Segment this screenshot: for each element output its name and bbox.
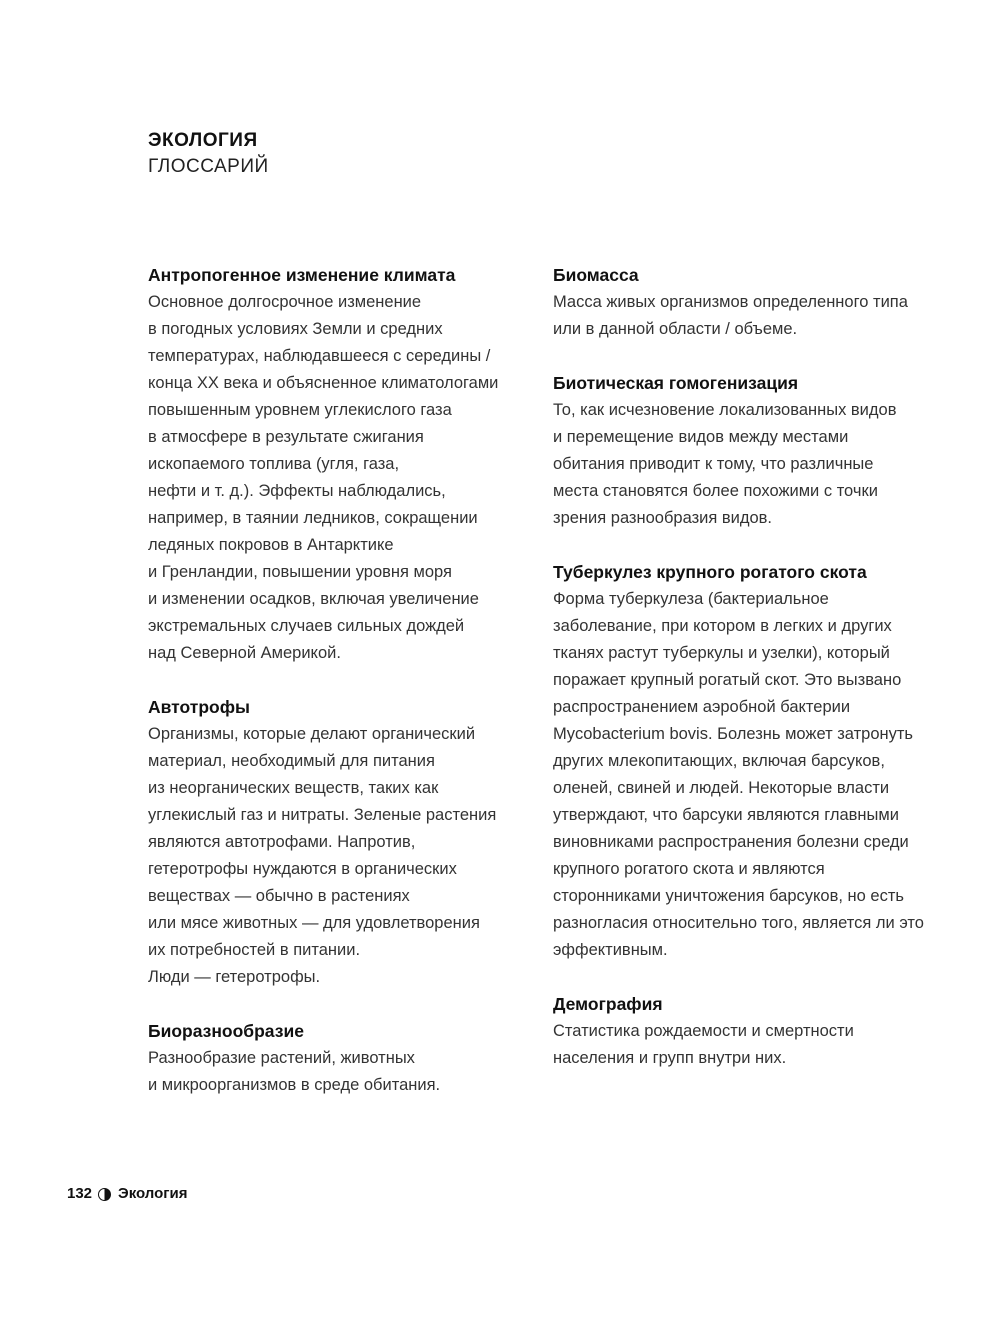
glossary-definition: [553, 397, 948, 532]
definition-line: Форма туберкулеза (бактериальное: [553, 590, 829, 608]
definition-line: повышенным уровнем углекислого газа: [148, 401, 452, 419]
glossary-entry: [553, 370, 948, 532]
definition-line: из неорганических веществ, таких как: [148, 779, 439, 797]
glossary-term: Автотрофы: [148, 697, 250, 717]
definition-line: тканях растут туберкулы и узелки), который: [553, 644, 890, 662]
glossary-term: Туберкулез крупного рогатого скота: [553, 562, 867, 582]
definition-line: в атмосфере в результате сжигания: [148, 428, 424, 446]
definition-line: ископаемого топлива (угля, газа,: [148, 455, 400, 473]
definition-line: Mycobacterium bovis. Болезнь может затронуть: [553, 725, 914, 743]
definition-line: оленей, свиней и людей. Некоторые власти: [553, 779, 890, 797]
glossary-definition: [553, 586, 948, 964]
definition-line: и микроорганизмов в среде обитания.: [148, 1076, 441, 1094]
glossary-right-column: [553, 262, 948, 1099]
half-circle-icon: [98, 1188, 111, 1201]
page-number: 132: [67, 1185, 93, 1202]
glossary-definition: [553, 289, 948, 343]
definition-line: утверждают, что барсуки являются главными: [553, 806, 899, 824]
definition-line: или в данной области / объеме.: [553, 320, 798, 338]
definition-line: в погодных условиях Земли и средних: [148, 320, 443, 338]
definition-line: углекислый газ и нитраты. Зеленые растения: [148, 806, 497, 824]
definition-line: населения и групп внутри них.: [553, 1049, 787, 1067]
glossary-term: Антропогенное изменение климата: [148, 265, 456, 285]
page-footer: [67, 1183, 188, 1205]
definition-line: веществах — обычно в растениях: [148, 887, 410, 905]
definition-line: являются автотрофами. Напротив,: [148, 833, 416, 851]
section-title: ЭКОЛОГИЯ: [148, 130, 258, 151]
glossary-definition: [148, 1045, 518, 1099]
definition-line: заболевание, при котором в легких и других: [553, 617, 892, 635]
definition-line: и перемещение видов между местами: [553, 428, 849, 446]
definition-line: поражает крупный рогатый скот. Это вызвано: [553, 671, 902, 689]
definition-line: зрения разнообразия видов.: [553, 509, 773, 527]
glossary-term: Демография: [553, 994, 663, 1014]
glossary-entry: [148, 694, 518, 991]
definition-line: например, в таянии ледников, сокращении: [148, 509, 478, 527]
glossary-entry: [553, 262, 948, 343]
definition-line: крупного рогатого скота и являются: [553, 860, 825, 878]
glossary-term: Биомасса: [553, 265, 639, 285]
glossary-term: Биотическая гомогенизация: [553, 373, 799, 393]
definition-line: сторонниками уничтожения барсуков, но есть: [553, 887, 904, 905]
footer-section-name: Экология: [118, 1185, 188, 1202]
definition-line: виновниками распространения болезни среди: [553, 833, 909, 851]
definition-line: над Северной Америкой.: [148, 644, 341, 662]
definition-line: ледяных покровов в Антарктике: [148, 536, 394, 554]
definition-line: Масса живых организмов определенного типа: [553, 293, 908, 311]
glossary-left-column: [148, 262, 518, 1126]
glossary-term: Биоразнообразие: [148, 1021, 304, 1041]
definition-line: материал, необходимый для питания: [148, 752, 435, 770]
definition-line: распространением аэробной бактерии: [553, 698, 851, 716]
definition-line: их потребностей в питании.: [148, 941, 361, 959]
definition-line: или мясе животных — для удовлетворения: [148, 914, 480, 932]
definition-line: То, как исчезновение локализованных видов: [553, 401, 897, 419]
definition-line: обитания приводит к тому, что различные: [553, 455, 874, 473]
glossary-entry: [148, 1018, 518, 1099]
definition-line: конца XX века и объясненное климатологами: [148, 374, 499, 392]
definition-line: и Гренландии, повышении уровня моря: [148, 563, 452, 581]
glossary-definition: [148, 721, 518, 991]
glossary-entry: [553, 559, 948, 964]
definition-line: Основное долгосрочное изменение: [148, 293, 422, 311]
definition-line: нефти и т. д.). Эффекты наблюдались,: [148, 482, 446, 500]
definition-line: экстремальных случаев сильных дождей: [148, 617, 465, 635]
definition-line: Люди — гетеротрофы.: [148, 968, 321, 986]
definition-line: Статистика рождаемости и смертности: [553, 1022, 854, 1040]
definition-line: разногласия относительно того, является ли это: [553, 914, 924, 932]
glossary-entry: [148, 262, 518, 667]
definition-line: других млекопитающих, включая барсуков,: [553, 752, 885, 770]
glossary-definition: [553, 1018, 948, 1072]
page-header: [148, 128, 269, 180]
section-subtitle: ГЛОССАРИЙ: [148, 156, 269, 177]
glossary-definition: [148, 289, 518, 667]
glossary-entry: [553, 991, 948, 1072]
definition-line: гетеротрофы нуждаются в органических: [148, 860, 457, 878]
definition-line: температурах, наблюдавшееся с середины /: [148, 347, 491, 365]
definition-line: эффективным.: [553, 941, 668, 959]
definition-line: Организмы, которые делают органический: [148, 725, 476, 743]
definition-line: Разнообразие растений, животных: [148, 1049, 415, 1067]
definition-line: места становятся более похожими с точки: [553, 482, 878, 500]
definition-line: и изменении осадков, включая увеличение: [148, 590, 479, 608]
